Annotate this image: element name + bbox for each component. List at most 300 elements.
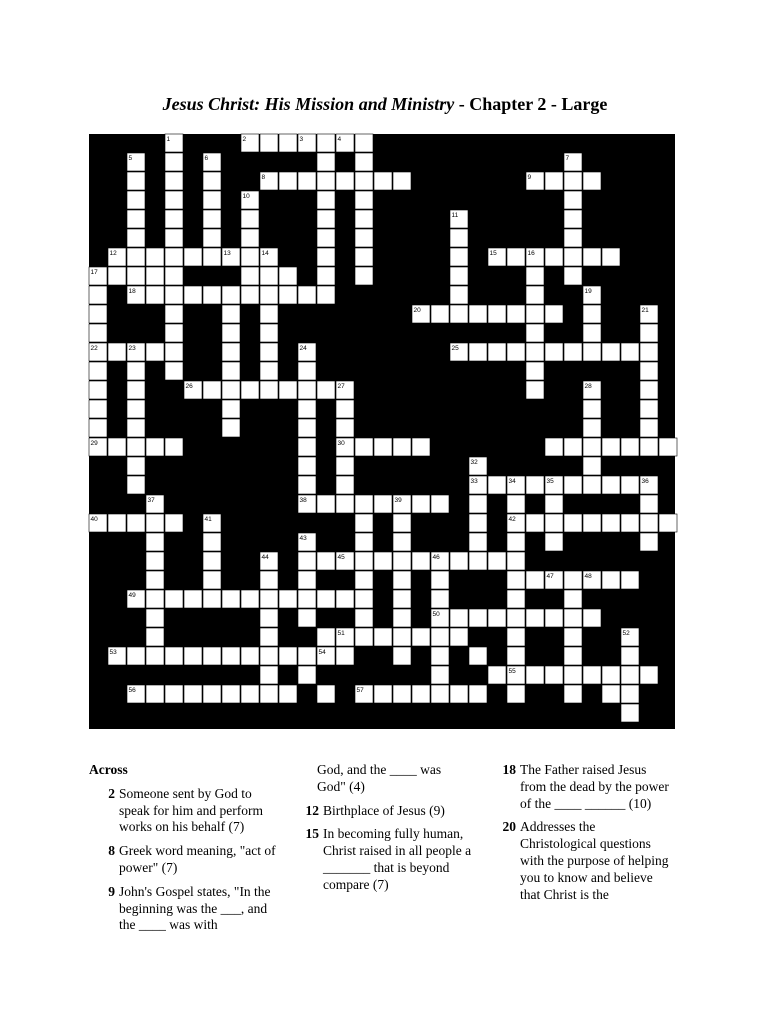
grid-cell[interactable] — [526, 476, 544, 494]
grid-cell[interactable] — [260, 609, 278, 627]
grid-cell[interactable] — [374, 552, 392, 570]
grid-cell[interactable] — [222, 381, 240, 399]
grid-cell[interactable] — [260, 647, 278, 665]
grid-cell[interactable] — [127, 229, 145, 247]
grid-cell[interactable] — [260, 267, 278, 285]
grid-cell[interactable] — [450, 229, 468, 247]
grid-cell[interactable] — [127, 647, 145, 665]
grid-cell[interactable] — [450, 609, 468, 627]
grid-cell[interactable] — [526, 362, 544, 380]
grid-cell[interactable] — [355, 590, 373, 608]
grid-cell[interactable] — [602, 476, 620, 494]
grid-cell[interactable] — [165, 685, 183, 703]
grid-cell[interactable] — [583, 666, 601, 684]
grid-cell[interactable] — [526, 305, 544, 323]
grid-cell[interactable] — [469, 609, 487, 627]
grid-cell[interactable] — [507, 609, 525, 627]
grid-cell[interactable] — [241, 685, 259, 703]
grid-cell[interactable] — [374, 495, 392, 513]
grid-cell[interactable] — [564, 571, 582, 589]
grid-cell[interactable] — [469, 533, 487, 551]
grid-cell[interactable] — [393, 685, 411, 703]
grid-cell[interactable] — [469, 305, 487, 323]
grid-cell[interactable] — [393, 590, 411, 608]
grid-cell[interactable] — [146, 267, 164, 285]
grid-cell[interactable] — [298, 400, 316, 418]
grid-cell[interactable] — [355, 571, 373, 589]
grid-cell[interactable] — [640, 438, 658, 456]
grid-cell[interactable] — [412, 552, 430, 570]
grid-cell[interactable] — [146, 286, 164, 304]
grid-cell[interactable] — [374, 628, 392, 646]
grid-cell[interactable] — [165, 343, 183, 361]
grid-cell[interactable] — [241, 229, 259, 247]
grid-cell[interactable] — [526, 381, 544, 399]
grid-cell[interactable] — [279, 647, 297, 665]
grid-cell[interactable] — [222, 305, 240, 323]
grid-cell[interactable] — [260, 685, 278, 703]
grid-cell[interactable] — [545, 248, 563, 266]
grid-cell[interactable] — [488, 552, 506, 570]
grid-cell[interactable] — [165, 210, 183, 228]
grid-cell[interactable] — [583, 343, 601, 361]
grid-cell[interactable] — [564, 666, 582, 684]
grid-cell[interactable] — [317, 210, 335, 228]
grid-cell[interactable] — [222, 419, 240, 437]
grid-cell[interactable] — [336, 400, 354, 418]
grid-cell[interactable] — [545, 343, 563, 361]
grid-cell[interactable] — [583, 305, 601, 323]
grid-cell[interactable] — [431, 628, 449, 646]
grid-cell[interactable] — [640, 533, 658, 551]
grid-cell[interactable] — [469, 647, 487, 665]
grid-cell[interactable] — [317, 134, 335, 152]
grid-cell[interactable] — [317, 153, 335, 171]
grid-cell[interactable] — [450, 248, 468, 266]
grid-cell[interactable] — [355, 172, 373, 190]
grid-cell[interactable] — [621, 514, 639, 532]
grid-cell[interactable] — [583, 419, 601, 437]
grid-cell[interactable] — [127, 400, 145, 418]
grid-cell[interactable] — [108, 267, 126, 285]
grid-cell[interactable] — [583, 400, 601, 418]
grid-cell[interactable] — [146, 514, 164, 532]
grid-cell[interactable] — [583, 457, 601, 475]
grid-cell[interactable] — [298, 286, 316, 304]
grid-cell[interactable] — [222, 685, 240, 703]
grid-cell[interactable] — [507, 685, 525, 703]
grid-cell[interactable] — [336, 476, 354, 494]
grid-cell[interactable] — [412, 628, 430, 646]
grid-cell[interactable] — [450, 286, 468, 304]
grid-cell[interactable] — [450, 628, 468, 646]
grid-cell[interactable] — [640, 495, 658, 513]
grid-cell[interactable] — [583, 609, 601, 627]
grid-cell[interactable] — [355, 533, 373, 551]
grid-cell[interactable] — [545, 514, 563, 532]
grid-cell[interactable] — [203, 533, 221, 551]
grid-cell[interactable] — [165, 305, 183, 323]
grid-cell[interactable] — [526, 267, 544, 285]
grid-cell[interactable] — [127, 248, 145, 266]
grid-cell[interactable] — [127, 419, 145, 437]
grid-cell[interactable] — [507, 495, 525, 513]
grid-cell[interactable] — [469, 514, 487, 532]
grid-cell[interactable] — [393, 647, 411, 665]
grid-cell[interactable] — [146, 685, 164, 703]
grid-cell[interactable] — [184, 685, 202, 703]
grid-cell[interactable] — [545, 305, 563, 323]
grid-cell[interactable] — [564, 685, 582, 703]
grid-cell[interactable] — [602, 571, 620, 589]
grid-cell[interactable] — [298, 476, 316, 494]
grid-cell[interactable] — [393, 438, 411, 456]
grid-cell[interactable] — [602, 685, 620, 703]
grid-cell[interactable] — [298, 609, 316, 627]
grid-cell[interactable] — [127, 191, 145, 209]
grid-cell[interactable] — [317, 248, 335, 266]
grid-cell[interactable] — [583, 438, 601, 456]
grid-cell[interactable] — [393, 571, 411, 589]
grid-cell[interactable] — [355, 495, 373, 513]
grid-cell[interactable] — [146, 343, 164, 361]
grid-cell[interactable] — [127, 267, 145, 285]
grid-cell[interactable] — [203, 381, 221, 399]
grid-cell[interactable] — [317, 267, 335, 285]
grid-cell[interactable] — [526, 571, 544, 589]
grid-cell[interactable] — [317, 628, 335, 646]
grid-cell[interactable] — [488, 305, 506, 323]
grid-cell[interactable] — [279, 172, 297, 190]
grid-cell[interactable] — [583, 324, 601, 342]
grid-cell[interactable] — [298, 552, 316, 570]
grid-cell[interactable] — [526, 286, 544, 304]
grid-cell[interactable] — [412, 685, 430, 703]
grid-cell[interactable] — [336, 457, 354, 475]
grid-cell[interactable] — [260, 381, 278, 399]
grid-cell[interactable] — [146, 533, 164, 551]
grid-cell[interactable] — [488, 343, 506, 361]
grid-cell[interactable] — [621, 666, 639, 684]
grid-cell[interactable] — [298, 590, 316, 608]
grid-cell[interactable] — [355, 153, 373, 171]
grid-cell[interactable] — [222, 362, 240, 380]
grid-cell[interactable] — [564, 476, 582, 494]
grid-cell[interactable] — [583, 172, 601, 190]
grid-cell[interactable] — [146, 628, 164, 646]
grid-cell[interactable] — [184, 647, 202, 665]
grid-cell[interactable] — [355, 514, 373, 532]
grid-cell[interactable] — [279, 590, 297, 608]
grid-cell[interactable] — [317, 172, 335, 190]
grid-cell[interactable] — [602, 248, 620, 266]
grid-cell[interactable] — [507, 628, 525, 646]
grid-cell[interactable] — [260, 305, 278, 323]
grid-cell[interactable] — [127, 457, 145, 475]
grid-cell[interactable] — [621, 343, 639, 361]
grid-cell[interactable] — [469, 685, 487, 703]
grid-cell[interactable] — [393, 552, 411, 570]
grid-cell[interactable] — [355, 609, 373, 627]
grid-cell[interactable] — [165, 590, 183, 608]
grid-cell[interactable] — [564, 210, 582, 228]
grid-cell[interactable] — [564, 628, 582, 646]
grid-cell[interactable] — [488, 609, 506, 627]
grid-cell[interactable] — [640, 324, 658, 342]
grid-cell[interactable] — [222, 286, 240, 304]
grid-cell[interactable] — [241, 267, 259, 285]
grid-cell[interactable] — [89, 305, 107, 323]
grid-cell[interactable] — [545, 438, 563, 456]
grid-cell[interactable] — [640, 362, 658, 380]
grid-cell[interactable] — [146, 590, 164, 608]
grid-cell[interactable] — [298, 457, 316, 475]
grid-cell[interactable] — [165, 286, 183, 304]
grid-cell[interactable] — [621, 571, 639, 589]
grid-cell[interactable] — [241, 286, 259, 304]
grid-cell[interactable] — [507, 552, 525, 570]
grid-cell[interactable] — [488, 476, 506, 494]
grid-cell[interactable] — [89, 381, 107, 399]
grid-cell[interactable] — [374, 172, 392, 190]
grid-cell[interactable] — [260, 362, 278, 380]
grid-cell[interactable] — [165, 172, 183, 190]
grid-cell[interactable] — [564, 647, 582, 665]
grid-cell[interactable] — [260, 571, 278, 589]
grid-cell[interactable] — [526, 343, 544, 361]
grid-cell[interactable] — [450, 305, 468, 323]
grid-cell[interactable] — [89, 324, 107, 342]
grid-cell[interactable] — [602, 514, 620, 532]
grid-cell[interactable] — [545, 609, 563, 627]
grid-cell[interactable] — [564, 248, 582, 266]
grid-cell[interactable] — [507, 343, 525, 361]
grid-cell[interactable] — [108, 514, 126, 532]
grid-cell[interactable] — [317, 495, 335, 513]
grid-cell[interactable] — [336, 590, 354, 608]
grid-cell[interactable] — [165, 267, 183, 285]
grid-cell[interactable] — [241, 647, 259, 665]
grid-cell[interactable] — [165, 248, 183, 266]
grid-cell[interactable] — [602, 666, 620, 684]
grid-cell[interactable] — [203, 172, 221, 190]
grid-cell[interactable] — [621, 647, 639, 665]
grid-cell[interactable] — [317, 286, 335, 304]
grid-cell[interactable] — [146, 248, 164, 266]
grid-cell[interactable] — [431, 305, 449, 323]
grid-cell[interactable] — [583, 476, 601, 494]
grid-cell[interactable] — [336, 172, 354, 190]
grid-cell[interactable] — [640, 514, 658, 532]
grid-cell[interactable] — [146, 438, 164, 456]
grid-cell[interactable] — [621, 476, 639, 494]
grid-cell[interactable] — [640, 400, 658, 418]
grid-cell[interactable] — [222, 324, 240, 342]
grid-cell[interactable] — [146, 609, 164, 627]
grid-cell[interactable] — [355, 248, 373, 266]
grid-cell[interactable] — [317, 191, 335, 209]
grid-cell[interactable] — [545, 666, 563, 684]
grid-cell[interactable] — [336, 495, 354, 513]
grid-cell[interactable] — [393, 514, 411, 532]
grid-cell[interactable] — [127, 210, 145, 228]
grid-cell[interactable] — [222, 400, 240, 418]
grid-cell[interactable] — [393, 172, 411, 190]
grid-cell[interactable] — [374, 685, 392, 703]
grid-cell[interactable] — [564, 172, 582, 190]
grid-cell[interactable] — [184, 590, 202, 608]
grid-cell[interactable] — [469, 343, 487, 361]
grid-cell[interactable] — [393, 628, 411, 646]
grid-cell[interactable] — [127, 476, 145, 494]
grid-cell[interactable] — [222, 590, 240, 608]
grid-cell[interactable] — [203, 191, 221, 209]
grid-cell[interactable] — [507, 590, 525, 608]
grid-cell[interactable] — [640, 419, 658, 437]
grid-cell[interactable] — [298, 419, 316, 437]
grid-cell[interactable] — [507, 571, 525, 589]
grid-cell[interactable] — [184, 286, 202, 304]
grid-cell[interactable] — [621, 704, 639, 722]
grid-cell[interactable] — [431, 590, 449, 608]
grid-cell[interactable] — [89, 400, 107, 418]
grid-cell[interactable] — [564, 343, 582, 361]
grid-cell[interactable] — [431, 571, 449, 589]
grid-cell[interactable] — [260, 324, 278, 342]
grid-cell[interactable] — [317, 229, 335, 247]
grid-cell[interactable] — [127, 381, 145, 399]
grid-cell[interactable] — [241, 210, 259, 228]
grid-cell[interactable] — [127, 438, 145, 456]
grid-cell[interactable] — [260, 134, 278, 152]
grid-cell[interactable] — [469, 495, 487, 513]
grid-cell[interactable] — [203, 552, 221, 570]
grid-cell[interactable] — [450, 552, 468, 570]
grid-cell[interactable] — [146, 552, 164, 570]
grid-cell[interactable] — [146, 571, 164, 589]
grid-cell[interactable] — [317, 552, 335, 570]
grid-cell[interactable] — [659, 514, 677, 532]
grid-cell[interactable] — [545, 533, 563, 551]
grid-cell[interactable] — [450, 267, 468, 285]
grid-cell[interactable] — [355, 134, 373, 152]
grid-cell[interactable] — [640, 343, 658, 361]
grid-cell[interactable] — [241, 248, 259, 266]
grid-cell[interactable] — [89, 286, 107, 304]
grid-cell[interactable] — [355, 628, 373, 646]
grid-cell[interactable] — [450, 685, 468, 703]
grid-cell[interactable] — [108, 438, 126, 456]
grid-cell[interactable] — [165, 647, 183, 665]
grid-cell[interactable] — [203, 286, 221, 304]
grid-cell[interactable] — [279, 381, 297, 399]
grid-cell[interactable] — [279, 267, 297, 285]
grid-cell[interactable] — [298, 172, 316, 190]
grid-cell[interactable] — [279, 685, 297, 703]
grid-cell[interactable] — [583, 514, 601, 532]
grid-cell[interactable] — [659, 438, 677, 456]
grid-cell[interactable] — [526, 666, 544, 684]
grid-cell[interactable] — [317, 685, 335, 703]
grid-cell[interactable] — [564, 609, 582, 627]
grid-cell[interactable] — [355, 552, 373, 570]
grid-cell[interactable] — [355, 229, 373, 247]
grid-cell[interactable] — [317, 590, 335, 608]
grid-cell[interactable] — [355, 191, 373, 209]
grid-cell[interactable] — [621, 685, 639, 703]
grid-cell[interactable] — [203, 229, 221, 247]
grid-cell[interactable] — [469, 552, 487, 570]
grid-cell[interactable] — [222, 343, 240, 361]
grid-cell[interactable] — [279, 286, 297, 304]
grid-cell[interactable] — [203, 647, 221, 665]
grid-cell[interactable] — [431, 666, 449, 684]
grid-cell[interactable] — [526, 514, 544, 532]
grid-cell[interactable] — [583, 248, 601, 266]
grid-cell[interactable] — [431, 495, 449, 513]
grid-cell[interactable] — [545, 495, 563, 513]
grid-cell[interactable] — [564, 438, 582, 456]
grid-cell[interactable] — [507, 647, 525, 665]
grid-cell[interactable] — [241, 590, 259, 608]
grid-cell[interactable] — [317, 381, 335, 399]
grid-cell[interactable] — [127, 514, 145, 532]
grid-cell[interactable] — [108, 343, 126, 361]
grid-cell[interactable] — [355, 267, 373, 285]
grid-cell[interactable] — [640, 381, 658, 399]
grid-cell[interactable] — [298, 571, 316, 589]
grid-cell[interactable] — [564, 590, 582, 608]
grid-cell[interactable] — [165, 153, 183, 171]
grid-cell[interactable] — [374, 438, 392, 456]
grid-cell[interactable] — [165, 514, 183, 532]
grid-cell[interactable] — [412, 438, 430, 456]
grid-cell[interactable] — [298, 381, 316, 399]
grid-cell[interactable] — [564, 514, 582, 532]
grid-cell[interactable] — [146, 647, 164, 665]
grid-cell[interactable] — [355, 210, 373, 228]
grid-cell[interactable] — [241, 381, 259, 399]
grid-cell[interactable] — [488, 666, 506, 684]
grid-cell[interactable] — [203, 590, 221, 608]
grid-cell[interactable] — [298, 647, 316, 665]
grid-cell[interactable] — [279, 134, 297, 152]
grid-cell[interactable] — [602, 438, 620, 456]
grid-cell[interactable] — [564, 229, 582, 247]
grid-cell[interactable] — [89, 419, 107, 437]
grid-cell[interactable] — [203, 248, 221, 266]
grid-cell[interactable] — [165, 362, 183, 380]
grid-cell[interactable] — [640, 666, 658, 684]
grid-cell[interactable] — [336, 419, 354, 437]
grid-cell[interactable] — [260, 286, 278, 304]
grid-cell[interactable] — [507, 248, 525, 266]
grid-cell[interactable] — [222, 647, 240, 665]
grid-cell[interactable] — [260, 628, 278, 646]
grid-cell[interactable] — [89, 362, 107, 380]
grid-cell[interactable] — [621, 438, 639, 456]
grid-cell[interactable] — [431, 647, 449, 665]
grid-cell[interactable] — [298, 362, 316, 380]
grid-cell[interactable] — [564, 191, 582, 209]
grid-cell[interactable] — [260, 666, 278, 684]
grid-cell[interactable] — [526, 324, 544, 342]
grid-cell[interactable] — [393, 609, 411, 627]
grid-cell[interactable] — [203, 685, 221, 703]
grid-cell[interactable] — [165, 438, 183, 456]
grid-cell[interactable] — [165, 191, 183, 209]
grid-cell[interactable] — [412, 495, 430, 513]
